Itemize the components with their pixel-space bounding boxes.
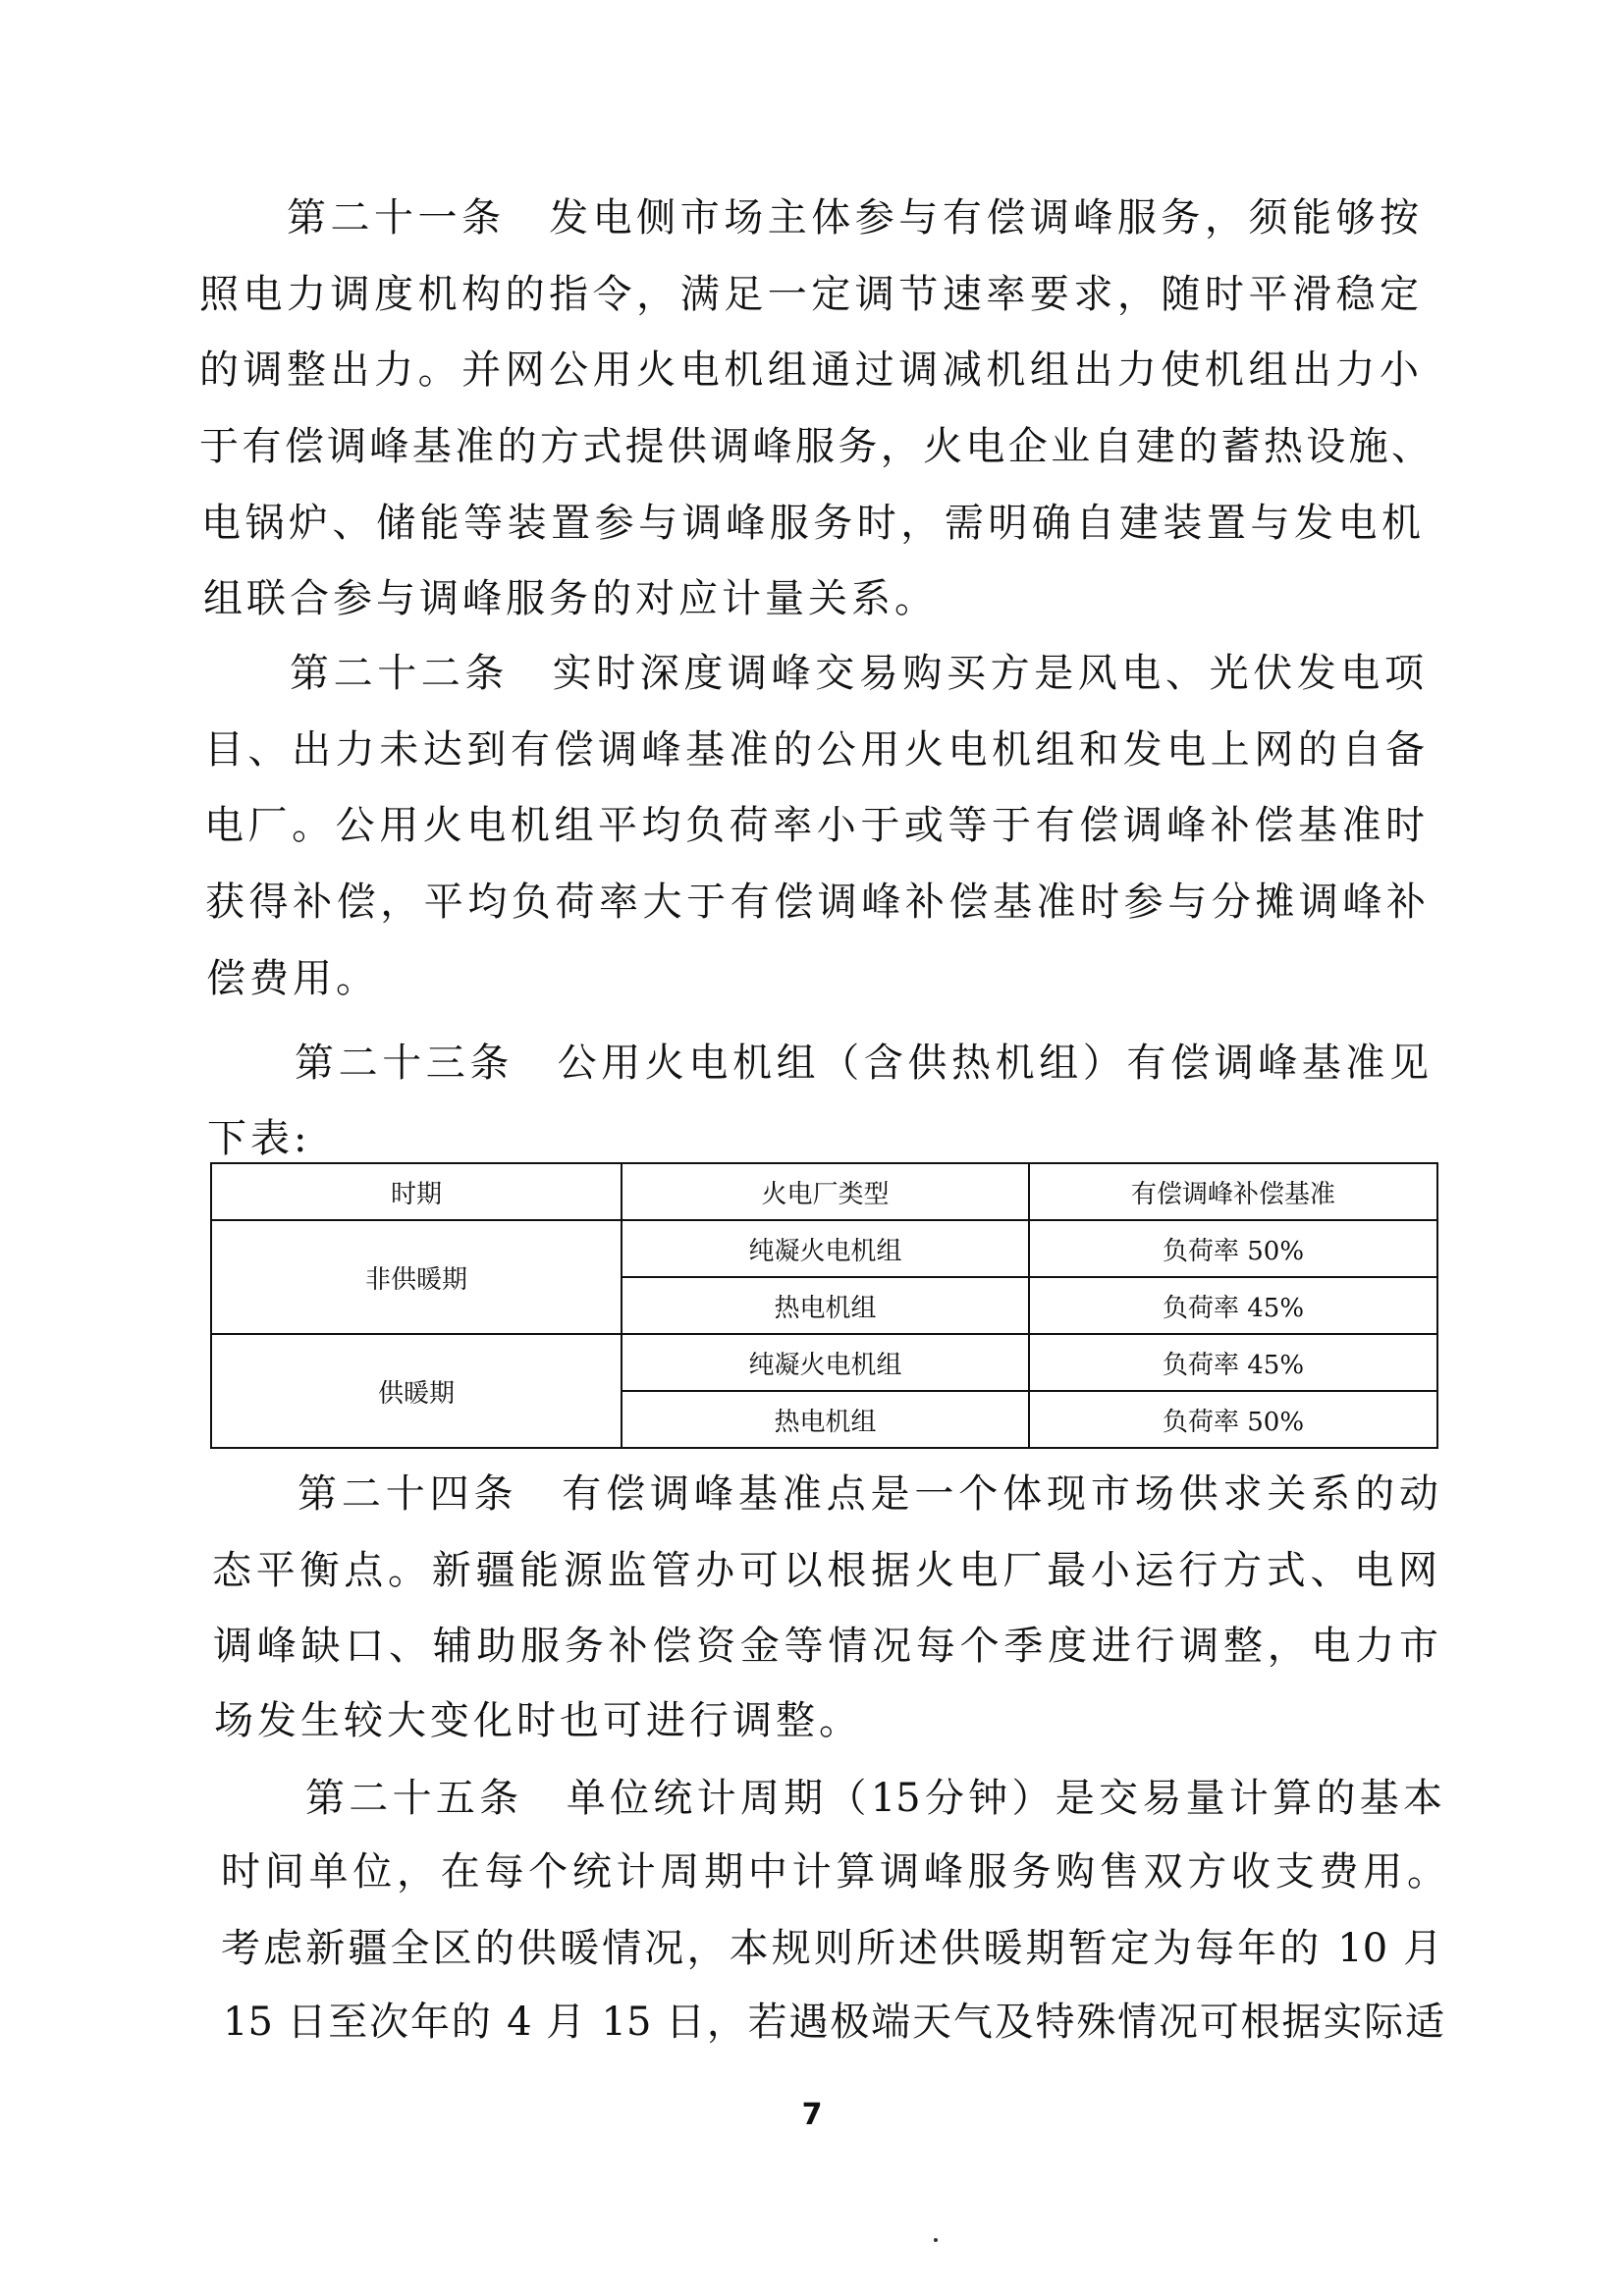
article-22-line-2: 目、出力未达到有偿调峰基准的公用火电机组和发电上网的自备 (204, 727, 1425, 773)
article-text: 实时深度调峰交易购买方是风电、光伏发电项 (552, 651, 1425, 696)
article-23-line-1 (295, 1039, 1429, 1088)
table-header-row (211, 1163, 1437, 1220)
article-text: 公用火电机组（含供热机组）有偿调峰基准见 (557, 1041, 1430, 1086)
article-24-line-2: 态平衡点。新疆能源监管办可以根据火电厂最小运行方式、电网 (212, 1548, 1437, 1593)
article-25-line-4: 15 日至次年的 4 月 15 日，若遇极端天气及特殊情况可根据实际适 (223, 2000, 1444, 2045)
table-row (211, 1220, 1437, 1277)
article-heading: 第二十一条 (287, 195, 506, 240)
article-25-line-3: 考虑新疆全区的供暖情况，本规则所述供暖期暂定为每年的 10 月 (221, 1926, 1442, 1971)
article-heading: 第二十五条 (305, 1776, 523, 1821)
column-header-period: 时期 (211, 1163, 622, 1220)
table-row (211, 1334, 1437, 1391)
article-text: 有偿调峰基准点是一个体现市场供求关系的动 (562, 1471, 1439, 1517)
scan-speck (934, 2238, 938, 2242)
article-21-line-2: 照电力调度机构的指令，满足一定调节速率要求，随时平滑稳定 (199, 272, 1419, 317)
article-text: 发电侧市场主体参与有偿调峰服务，须能够按 (549, 195, 1420, 240)
article-21-line-1 (287, 193, 1419, 242)
benchmark-cell: 负荷率 50% (1029, 1391, 1437, 1448)
article-24-line-4: 场发生较大变化时也可进行调整。 (214, 1698, 862, 1743)
article-heading: 第二十四条 (298, 1471, 518, 1517)
plant-type-cell: 热电机组 (622, 1391, 1029, 1448)
column-header-benchmark: 有偿调峰补偿基准 (1029, 1163, 1437, 1220)
article-23-line-2: 下表: (207, 1116, 311, 1161)
article-22-line-1 (290, 649, 1424, 698)
article-21-line-4: 于有偿调峰基准的方式提供调峰服务，火电企业自建的蓄热设施、 (199, 424, 1431, 469)
article-21-line-3: 的调整出力。并网公用火电机组通过调减机组出力使机组出力小 (199, 347, 1419, 393)
column-header-plant-type: 火电厂类型 (622, 1163, 1029, 1220)
article-24-line-1 (298, 1469, 1438, 1519)
article-22-line-3: 电厂。公用火电机组平均负荷率小于或等于有偿调峰补偿基准时 (204, 803, 1425, 848)
article-text: 单位统计周期（15分钟）是交易量计算的基本 (566, 1776, 1443, 1821)
benchmark-cell: 负荷率 45% (1029, 1277, 1437, 1334)
benchmark-cell: 负荷率 45% (1029, 1334, 1437, 1391)
article-25-line-2: 时间单位，在每个统计周期中计算调峰服务购售双方收支费用。 (221, 1849, 1446, 1895)
period-cell: 非供暖期 (211, 1220, 622, 1334)
plant-type-cell: 纯凝火电机组 (622, 1220, 1029, 1277)
peak-regulation-benchmark-table (210, 1162, 1438, 1449)
article-heading: 第二十二条 (290, 651, 509, 696)
period-cell: 供暖期 (211, 1334, 622, 1448)
plant-type-cell: 热电机组 (622, 1277, 1029, 1334)
article-heading: 第二十三条 (295, 1041, 514, 1086)
article-22-line-4: 获得补偿，平均负荷率大于有偿调峰补偿基准时参与分摊调峰补 (205, 880, 1426, 925)
benchmark-cell: 负荷率 50% (1029, 1220, 1437, 1277)
article-21-line-5: 电锅炉、储能等装置参与调峰服务时，需明确自建装置与发电机 (201, 501, 1421, 546)
article-24-line-3: 调峰缺口、辅助服务补偿资金等情况每个季度进行调整，电力市 (213, 1624, 1438, 1669)
article-22-line-5: 偿费用。 (206, 956, 379, 1001)
article-25-line-1 (305, 1774, 1442, 1823)
plant-type-cell: 纯凝火电机组 (622, 1334, 1029, 1391)
article-21-line-6: 组联合参与调峰服务的对应计量关系。 (203, 576, 938, 621)
page-number: 7 (801, 2098, 823, 2132)
